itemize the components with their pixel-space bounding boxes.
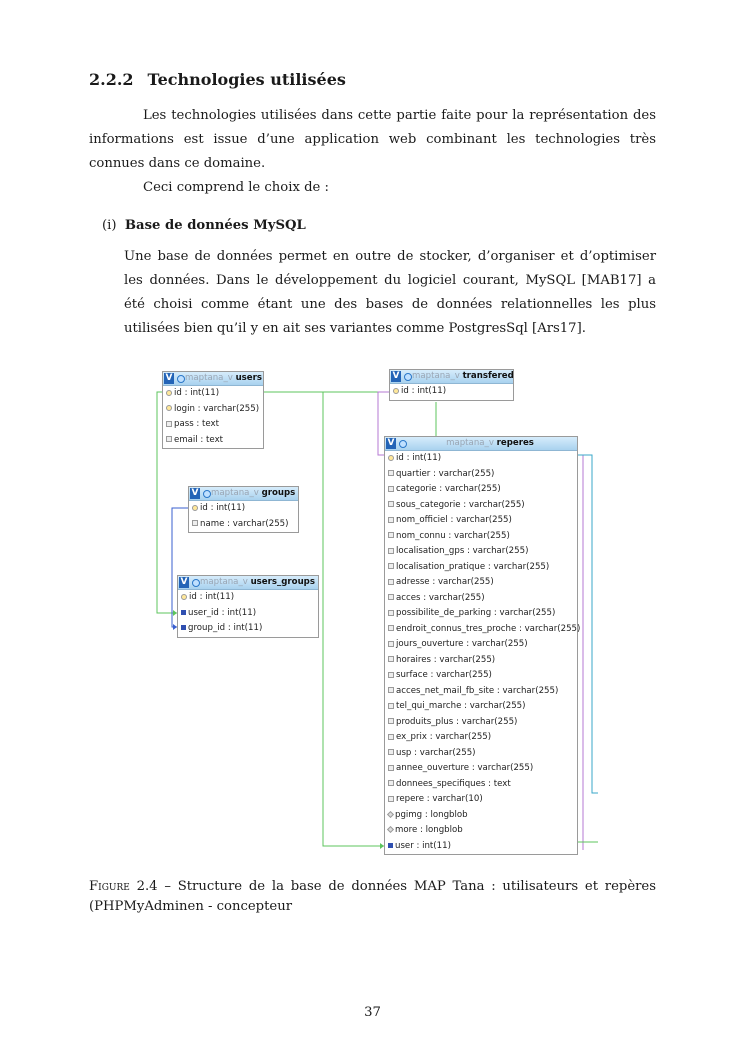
field-icon: [388, 641, 394, 647]
field-row: [385, 746, 577, 762]
field-label: pgimg : longblob: [395, 809, 468, 820]
field-row: [163, 386, 263, 402]
field-row: [385, 451, 577, 467]
schema-name: maptana_v: [446, 438, 494, 448]
field-label: localisation_pratique : varchar(255): [396, 561, 550, 572]
field-icon: [192, 520, 198, 526]
field-label: repere : varchar(10): [396, 794, 483, 804]
foreign-key-icon: [181, 625, 186, 630]
field-row: [385, 606, 577, 622]
page-number: 37: [364, 1005, 381, 1020]
field-icon: [388, 718, 394, 724]
field-row: [385, 498, 577, 514]
key-icon: [166, 405, 172, 411]
field-row: [385, 730, 577, 746]
view-badge-icon: V: [165, 373, 173, 383]
list-title: Base de données MySQL: [124, 218, 306, 233]
table-transfered[interactable]: [389, 369, 514, 401]
field-label: horaires : varchar(255): [396, 654, 496, 665]
intro-paragraph: Les technologies utilisées dans cette partie faite pour la représentation des informations est issue d’une application web combinant les technologies très connues dans ce domaine.: [89, 108, 656, 171]
field-icon: [388, 625, 394, 631]
schema-name: maptana_v: [211, 488, 259, 498]
field-row: [189, 501, 298, 517]
field-label: nom_officiel : varchar(255): [396, 515, 512, 525]
field-icon: [388, 656, 394, 662]
field-row: [178, 606, 318, 622]
field-row: [385, 637, 577, 653]
field-icon: [388, 780, 394, 786]
field-row: [385, 529, 577, 545]
field-icon: [388, 703, 394, 709]
field-row: [385, 622, 581, 638]
table-name: users: [235, 373, 262, 383]
schema-name: maptana_v: [412, 371, 460, 381]
field-label: name : varchar(255): [200, 518, 289, 529]
schema-name: maptana_v: [200, 577, 248, 587]
list-label: (i): [102, 218, 117, 233]
field-icon: [388, 749, 394, 755]
field-icon: [388, 532, 394, 538]
table-groups[interactable]: [188, 486, 299, 533]
field-icon: [388, 563, 394, 569]
field-icon: [388, 594, 394, 600]
eye-icon[interactable]: [192, 579, 200, 587]
field-label: surface : varchar(255): [396, 670, 492, 680]
field-row: [163, 433, 263, 449]
field-icon: [388, 765, 394, 771]
field-label: id : int(11): [396, 453, 442, 463]
view-badge-icon: V: [387, 438, 395, 448]
field-label: adresse : varchar(255): [396, 577, 494, 587]
caption-number: 2.4: [136, 879, 158, 894]
list-body: Une base de données permet en outre de stocker, d’organiser et d’optimiser les données. Dans le développement du logiciel courant, MySQL [MAB17] a été choisi comme étant une des bases de données relationnelles les plus utilisées bien qu’il y en ait ses variantes comme PostgresSql [Ars17].: [124, 249, 656, 336]
table-header[interactable]: [390, 370, 513, 384]
field-label: pass : text: [174, 419, 219, 429]
field-icon: [388, 734, 394, 740]
field-icon: [388, 610, 394, 616]
field-row: [385, 761, 577, 777]
field-row: [163, 417, 263, 433]
field-label: endroit_connus_tres_proche : varchar(255): [396, 623, 581, 634]
table-header[interactable]: [189, 487, 298, 501]
view-badge-icon: V: [180, 577, 188, 587]
table-users-groups[interactable]: [177, 575, 319, 638]
field-label: sous_categorie : varchar(255): [396, 499, 525, 510]
schema-name: maptana_v: [185, 373, 233, 383]
field-row: [385, 684, 577, 700]
field-icon: [388, 548, 394, 554]
field-row: [178, 590, 318, 606]
field-label: nom_connu : varchar(255): [396, 530, 510, 541]
table-reperes[interactable]: [384, 436, 581, 855]
field-icon: [166, 436, 172, 442]
field-icon: [388, 672, 394, 678]
primary-key-icon: [192, 505, 198, 511]
field-row: [385, 715, 577, 731]
section-title: Technologies utilisées: [147, 70, 346, 89]
field-label: categorie : varchar(255): [396, 484, 501, 494]
field-label: id : int(11): [401, 386, 447, 396]
blob-icon: [387, 826, 394, 833]
view-badge-icon: V: [191, 488, 199, 498]
foreign-key-icon: [181, 610, 186, 615]
field-row: [385, 808, 577, 824]
primary-key-icon: [181, 594, 187, 600]
field-row: [385, 792, 577, 808]
caption-label: Figure: [89, 879, 130, 894]
field-icon: [388, 486, 394, 492]
choice-paragraph: Ceci comprend le choix de :: [143, 180, 329, 195]
view-badge-icon: V: [392, 371, 400, 381]
field-label: quartier : varchar(255): [396, 468, 495, 479]
field-icon: [388, 796, 394, 802]
field-label: tel_qui_marche : varchar(255): [396, 701, 526, 711]
blob-icon: [387, 810, 394, 817]
field-row: [189, 517, 298, 533]
field-label: user : int(11): [395, 840, 451, 851]
table-name: transfered: [462, 371, 514, 381]
eye-icon[interactable]: [399, 440, 407, 448]
field-label: user_id : int(11): [188, 607, 257, 618]
primary-key-icon: [166, 390, 172, 396]
primary-key-icon: [388, 455, 394, 461]
field-label: produits_plus : varchar(255): [396, 716, 518, 727]
field-label: usp : varchar(255): [396, 747, 476, 758]
table-header[interactable]: [163, 372, 263, 386]
relation-users-reperes: [323, 392, 384, 846]
field-row: [385, 482, 577, 498]
field-row: [385, 591, 577, 607]
field-row: [385, 823, 577, 839]
field-label: id : int(11): [174, 388, 220, 398]
field-row: [385, 560, 577, 576]
field-icon: [388, 517, 394, 523]
field-label: jours_ouverture : varchar(255): [396, 639, 528, 649]
field-icon: [388, 579, 394, 585]
table-header[interactable]: [178, 576, 318, 590]
field-label: annee_ouverture : varchar(255): [396, 763, 534, 773]
figure-caption: [89, 877, 656, 917]
field-row: [385, 575, 577, 591]
field-icon: [388, 501, 394, 507]
field-icon: [166, 421, 172, 427]
field-label: group_id : int(11): [188, 623, 263, 633]
field-row: [178, 621, 318, 637]
table-name: reperes: [496, 438, 534, 448]
field-icon: [388, 470, 394, 476]
field-label: donnees_specifiques : text: [396, 778, 511, 789]
field-label: ex_prix : varchar(255): [396, 732, 492, 742]
primary-key-icon: [393, 388, 399, 394]
table-users[interactable]: [162, 371, 264, 449]
foreign-key-icon: [388, 843, 393, 848]
field-row: [385, 777, 577, 793]
field-row: [390, 384, 513, 400]
field-label: login : varchar(255): [174, 403, 260, 414]
field-row: [385, 513, 577, 529]
table-header[interactable]: [385, 437, 577, 451]
field-label: id : int(11): [200, 503, 246, 513]
field-icon: [388, 687, 394, 693]
field-row: [385, 653, 577, 669]
eye-icon[interactable]: [177, 375, 185, 383]
field-row: [385, 699, 577, 715]
field-label: acces_net_mail_fb_site : varchar(255): [396, 685, 559, 696]
field-label: possibilite_de_parking : varchar(255): [396, 608, 556, 618]
field-row: [385, 839, 577, 855]
field-label: localisation_gps : varchar(255): [396, 546, 529, 556]
reperes-field-list: [385, 451, 581, 854]
field-row: [163, 402, 263, 418]
field-label: acces : varchar(255): [396, 592, 485, 603]
eye-icon[interactable]: [404, 373, 412, 381]
eye-icon[interactable]: [203, 490, 211, 498]
field-label: id : int(11): [189, 592, 235, 602]
field-label: more : longblob: [395, 825, 463, 835]
table-name: groups: [261, 488, 296, 498]
field-row: [385, 668, 577, 684]
field-row: [385, 467, 577, 483]
caption-text: – Structure de la base de données MAP Tana : utilisateurs et repères (PHPMyAdminen - concepteur: [89, 879, 656, 914]
table-name: users_groups: [250, 577, 315, 587]
field-row: [385, 544, 577, 560]
section-number: 2.2.2: [89, 70, 134, 89]
field-label: email : text: [174, 434, 224, 445]
